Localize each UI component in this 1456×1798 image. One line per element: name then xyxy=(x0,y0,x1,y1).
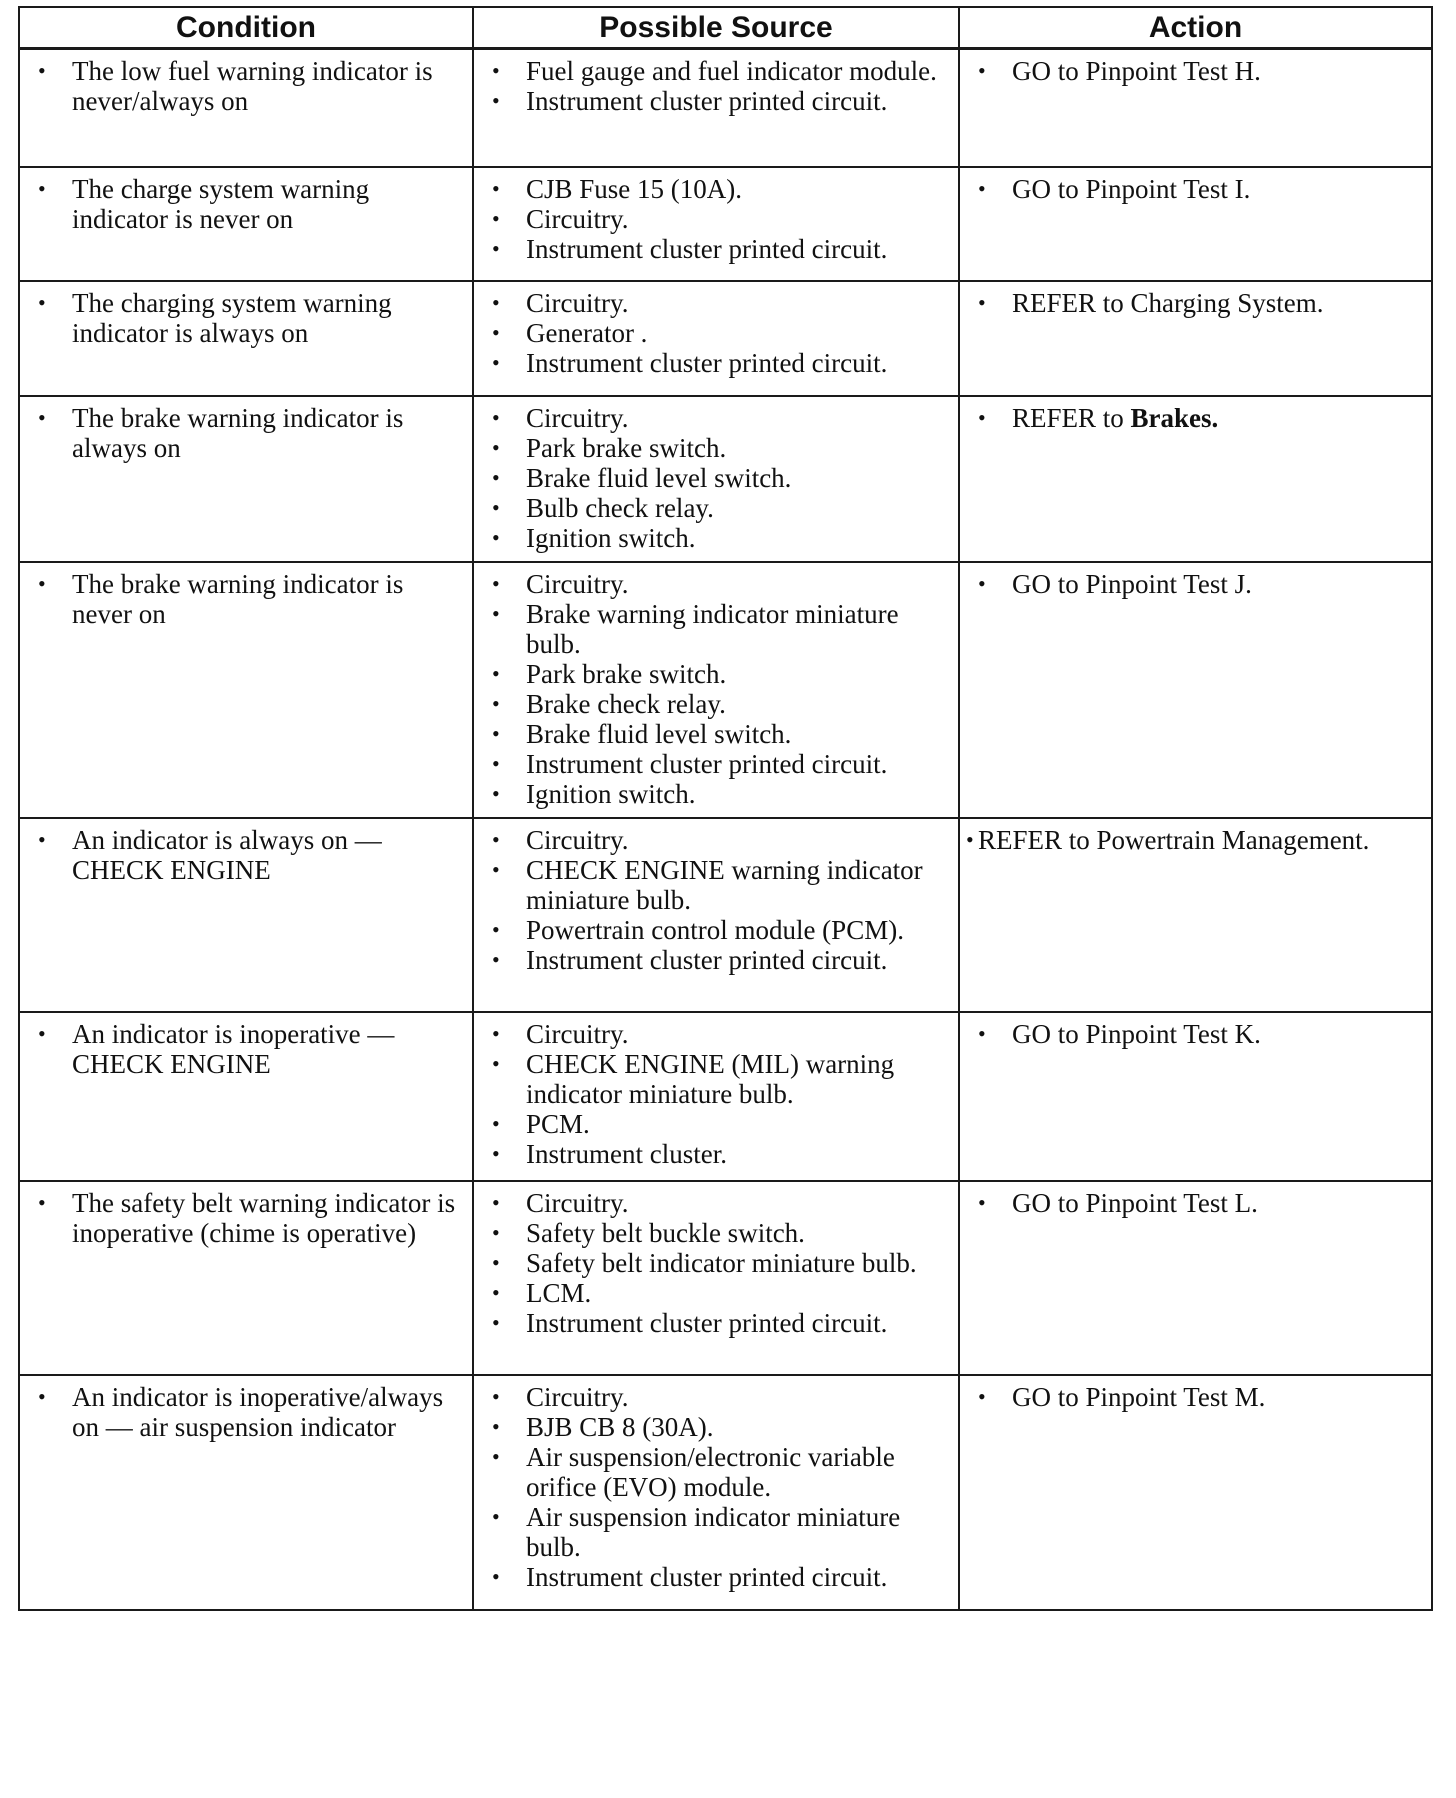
action-item xyxy=(966,174,1423,204)
condition-cell xyxy=(19,562,473,818)
condition-cell xyxy=(19,818,473,1012)
source-cell xyxy=(473,281,959,396)
header-row xyxy=(19,7,1432,49)
action-text: REFER to xyxy=(1012,402,1131,433)
source-item: • CJB Fuse 15 (10A). xyxy=(480,174,950,204)
source-item: • Brake check relay. xyxy=(480,689,950,719)
action-item xyxy=(966,403,1423,433)
source-item: • Instrument cluster printed circuit. xyxy=(480,1308,950,1338)
condition-cell xyxy=(19,49,473,167)
action-text: GO to Pinpoint Test H. xyxy=(1012,56,1261,86)
header-condition: Condition xyxy=(19,7,473,49)
condition-text: • The low fuel warning indicator is never/always on xyxy=(26,56,464,116)
source-cell xyxy=(473,396,959,562)
source-item: • Instrument cluster printed circuit. xyxy=(480,234,950,264)
source-item: • Circuitry. xyxy=(480,204,950,234)
source-item: • Instrument cluster printed circuit. xyxy=(480,348,950,378)
action-cell xyxy=(959,818,1432,1012)
table-row xyxy=(19,1375,1432,1610)
action-text: REFER to Charging System. xyxy=(1012,287,1324,318)
source-item: • Circuitry. xyxy=(480,288,950,318)
source-item: • Safety belt indicator miniature bulb. xyxy=(480,1248,950,1278)
table-row xyxy=(19,396,1432,562)
condition-cell xyxy=(19,396,473,562)
action-item xyxy=(966,56,1423,86)
condition-text: • An indicator is inoperative/always on — air suspension indicator xyxy=(26,1382,464,1442)
source-cell xyxy=(473,818,959,1012)
source-item: • LCM. xyxy=(480,1278,950,1308)
source-item: • Air suspension/electronic variable orifice (EVO) module. xyxy=(480,1442,950,1502)
source-item: • Brake fluid level switch. xyxy=(480,463,950,493)
action-cell xyxy=(959,396,1432,562)
action-cell xyxy=(959,562,1432,818)
condition-text: • The brake warning indicator is always on xyxy=(26,403,464,463)
action-link: Brakes. xyxy=(1130,402,1219,433)
condition-cell xyxy=(19,167,473,281)
condition-cell xyxy=(19,1375,473,1610)
source-item: • Brake warning indicator miniature bulb. xyxy=(480,599,950,659)
source-item: • Circuitry. xyxy=(480,1019,950,1049)
table-row xyxy=(19,49,1432,167)
action-text: GO to Pinpoint Test M. xyxy=(1012,1381,1266,1412)
source-item: • Circuitry. xyxy=(480,1382,950,1412)
condition-cell xyxy=(19,1012,473,1181)
source-item: • BJB CB 8 (30A). xyxy=(480,1412,950,1442)
source-item: • Powertrain control module (PCM). xyxy=(480,915,950,945)
table-row xyxy=(19,167,1432,281)
action-item xyxy=(966,288,1423,318)
source-item: • CHECK ENGINE warning indicator miniature bulb. xyxy=(480,855,950,915)
source-item: • Circuitry. xyxy=(480,825,950,855)
condition-cell xyxy=(19,281,473,396)
action-cell xyxy=(959,1012,1432,1181)
source-item: • Ignition switch. xyxy=(480,779,950,809)
action-cell xyxy=(959,49,1432,167)
source-item: • Circuitry. xyxy=(480,569,950,599)
table-row xyxy=(19,1012,1432,1181)
action-item xyxy=(966,1382,1423,1412)
condition-cell xyxy=(19,1181,473,1375)
source-item: • Fuel gauge and fuel indicator module. xyxy=(480,56,950,86)
table-row xyxy=(19,818,1432,1012)
action-text: GO to Pinpoint Test I. xyxy=(1012,173,1251,204)
action-cell xyxy=(959,1181,1432,1375)
source-item: • Brake fluid level switch. xyxy=(480,719,950,749)
source-item: • Safety belt buckle switch. xyxy=(480,1218,950,1248)
source-item: • Instrument cluster. xyxy=(480,1139,950,1169)
source-cell xyxy=(473,1012,959,1181)
table-row xyxy=(19,1181,1432,1375)
action-text: REFER to Powertrain Management. xyxy=(978,824,1370,855)
source-item: • Ignition switch. xyxy=(480,523,950,553)
action-text: GO to Pinpoint Test K. xyxy=(1012,1018,1261,1049)
action-item xyxy=(966,825,1423,855)
source-item: • Instrument cluster printed circuit. xyxy=(480,1562,950,1592)
source-item: • Air suspension indicator miniature bulb. xyxy=(480,1502,950,1562)
source-cell xyxy=(473,1181,959,1375)
condition-text: • The brake warning indicator is never on xyxy=(26,569,464,629)
source-item: • Park brake switch. xyxy=(480,659,950,689)
source-cell xyxy=(473,1375,959,1610)
table-row xyxy=(19,562,1432,818)
header-action: Action xyxy=(959,7,1432,49)
source-item: • Park brake switch. xyxy=(480,433,950,463)
action-cell xyxy=(959,281,1432,396)
action-item xyxy=(966,1019,1423,1049)
source-item: • Instrument cluster printed circuit. xyxy=(480,86,950,116)
condition-text: • An indicator is always on — CHECK ENGINE xyxy=(26,825,464,885)
source-item: • Instrument cluster printed circuit. xyxy=(480,749,950,779)
diagnosis-table xyxy=(18,6,1433,1611)
action-item xyxy=(966,1188,1423,1218)
action-cell xyxy=(959,167,1432,281)
source-item: • Circuitry. xyxy=(480,1188,950,1218)
source-item: • Generator . xyxy=(480,318,950,348)
header-possible-source: Possible Source xyxy=(473,7,959,49)
condition-text: • The charging system warning indicator is always on xyxy=(26,288,464,348)
document-page xyxy=(18,6,1431,1611)
source-item: • CHECK ENGINE (MIL) warning indicator miniature bulb. xyxy=(480,1049,950,1109)
source-item: • PCM. xyxy=(480,1109,950,1139)
condition-text: • The charge system warning indicator is never on xyxy=(26,174,464,234)
source-cell xyxy=(473,167,959,281)
action-text: GO to Pinpoint Test L. xyxy=(1012,1187,1258,1218)
condition-text: • An indicator is inoperative — CHECK ENGINE xyxy=(26,1019,464,1079)
table-row xyxy=(19,281,1432,396)
action-text: GO to Pinpoint Test J. xyxy=(1012,568,1252,599)
source-item: • Circuitry. xyxy=(480,403,950,433)
source-item: • Instrument cluster printed circuit. xyxy=(480,945,950,975)
source-item: • Bulb check relay. xyxy=(480,493,950,523)
source-cell xyxy=(473,562,959,818)
condition-text: • The safety belt warning indicator is inoperative (chime is operative) xyxy=(26,1188,464,1248)
source-cell xyxy=(473,49,959,167)
action-cell xyxy=(959,1375,1432,1610)
action-item xyxy=(966,569,1423,599)
